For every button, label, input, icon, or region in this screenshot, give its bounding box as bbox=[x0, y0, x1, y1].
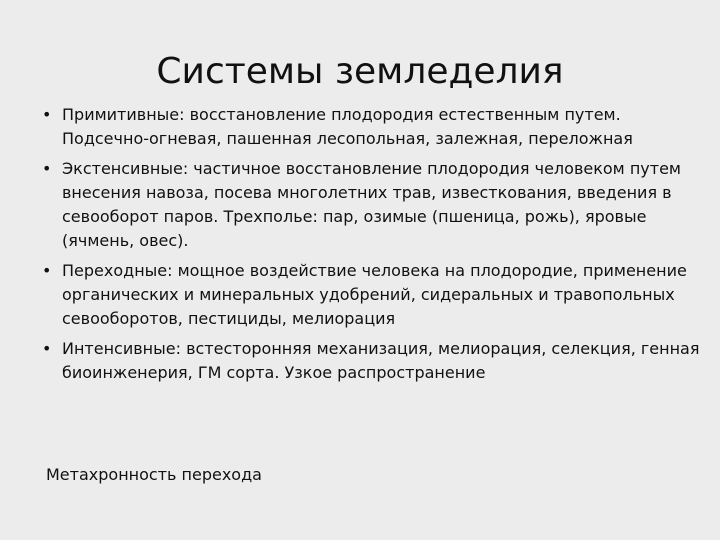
list-item-text: Экстенсивные: частичное восстановление плодородия человеком путем внесения навоза, посева многолетних трав, известкования, введения в севооборот паров. Трехполье: пар, озимые (пшеница, рожь), яровые (ячмень, овес). bbox=[62, 158, 681, 251]
bullet-icon: • bbox=[42, 338, 52, 358]
list-item-text: Интенсивные: встесторонняя механизация, мелиорация, селекция, генная биоинженерия, ГМ сорта. Узкое распространение bbox=[62, 338, 700, 382]
footer-note: Метахронность перехода bbox=[46, 465, 262, 484]
list-item bbox=[40, 103, 700, 152]
bullet-list bbox=[40, 103, 700, 390]
list-item-text: Примитивные: восстановление плодородия естественным путем. Подсечно-огневая, пашенная лесопольная, залежная, переложная bbox=[62, 105, 633, 149]
bullet-icon: • bbox=[42, 158, 52, 178]
slide-title: Системы земледелия bbox=[156, 51, 564, 92]
list-item bbox=[40, 337, 700, 386]
bullet-icon: • bbox=[42, 260, 52, 280]
list-item bbox=[40, 259, 700, 332]
list-item bbox=[40, 157, 700, 254]
bullet-icon: • bbox=[42, 105, 52, 124]
list-item-text: Переходные: мощное воздействие человека на плодородие, применение органических и минеральных удобрений, сидеральных и травопольных севооборотов, пестициды, мелиорация bbox=[62, 260, 687, 329]
